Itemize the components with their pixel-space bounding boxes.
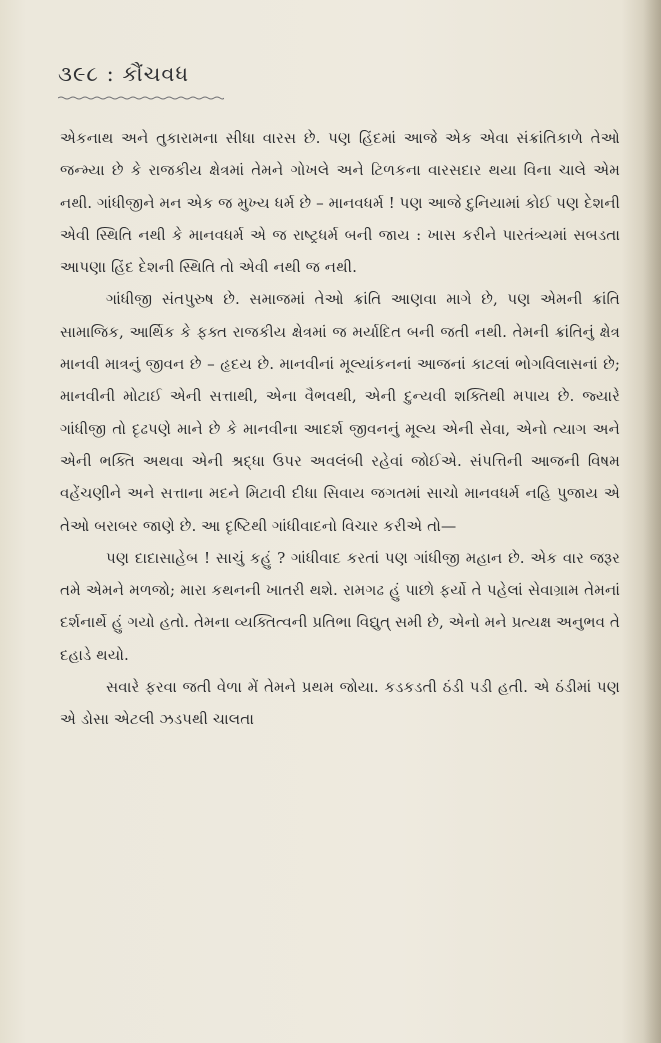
paragraph: સવારે ફરવા જતી વેળા મેં તેમને પ્રથમ જોયા. કડકડતી ઠંડી પડી હતી. એ ઠંડીમાં પણ એ ડોસા એટલી ઝડપથી ચાલતા [60,678,620,729]
running-head: ૩૯૮ : કૌંચવધ [58,62,190,86]
paragraph: પણ દાદાસાહેબ ! સાચું કહું ? ગાંધીવાદ કરતાં પણ ગાંધીજી મહાન છે. એક વાર જરૂર તમે એમને મળજો; મારા કથનની ખાતરી થશે. રામગઢ હું પાછો ફર્યો તે પહેલાં સેવાગ્રામ તેમનાં દર્શનાર્થે હું ગયો હતો. તેમના વ્યક્તિત્વની પ્રતિભા વિદ્યુત્ સમી છે, એનો મને પ્રત્યક્ષ અનુભવ તે દહાડે થયો. [60,548,620,664]
paragraph: એકનાથ અને તુકારામના સીધા વારસ છે. પણ હિંદમાં આજે એક એવા સંક્રાંતિકાળે તેઓ જન્મ્યા છે કે રાજકીય ક્ષેત્રમાં તેમને ગોખલે અને ટિળકના વારસદાર થયા વિના ચાલે એમ નથી. ગાંધીજીને મન એક જ મુખ્ય ધર્મ છે – માનવધર્મ ! પણ આજે દુનિયામાં કોઈ પણ દેશની એવી સ્થિતિ નથી કે માનવધર્મ એ જ રાષ્ટ્રધર્મ બની જાય : ખાસ કરીને પારતંત્ર્યમાં સબડતા આપણા હિંદ દેશની સ્થિતિ તો એવી નથી જ નથી. [60,129,620,277]
page-edge-shadow [643,0,661,1043]
paragraph: ગાંધીજી સંતપુરુષ છે. સમાજમાં તેઓ ક્રાંતિ આણવા માગે છે, પણ એમની ક્રાંતિ સામાજિક, આર્થિક કે ફક્ત રાજકીય ક્ષેત્રમાં જ મર્યાદિત બની જતી નથી. તેમની ક્રાંતિનું ક્ષેત્ર માનવી માત્રનું જીવન છે – હૃદય છે. માનવીનાં મૂલ્યાંકનનાં આજનાં કાટલાં ભોગવિલાસનાં છે; માનવીની મોટાઈ એની સત્તાથી, એના વૈભવથી, એની દુન્યવી શક્તિથી મપાય છે. જ્યારે ગાંધીજી તો દૃઢપણે માને છે કે માનવીના આદર્શ જીવનનું મૂલ્ય એની સેવા, એનો ત્યાગ અને એની ભક્તિ અથવા એની શ્રદ્ધા ઉપર અવલંબી રહેવાં જોઈએ. સંપત્તિની આજની વિષમ વહેંચણીને અને સત્તાના મદને મિટાવી દીધા સિવાય જગતમાં સાચો માનવધર્મ નહિ પુજાય એ તેઓ બરાબર જાણે છે. આ દૃષ્ટિથી ગાંધીવાદનો વિચાર કરીએ તો— [60,290,620,535]
body-text [60,122,620,736]
decorative-wavy-rule [58,96,224,100]
